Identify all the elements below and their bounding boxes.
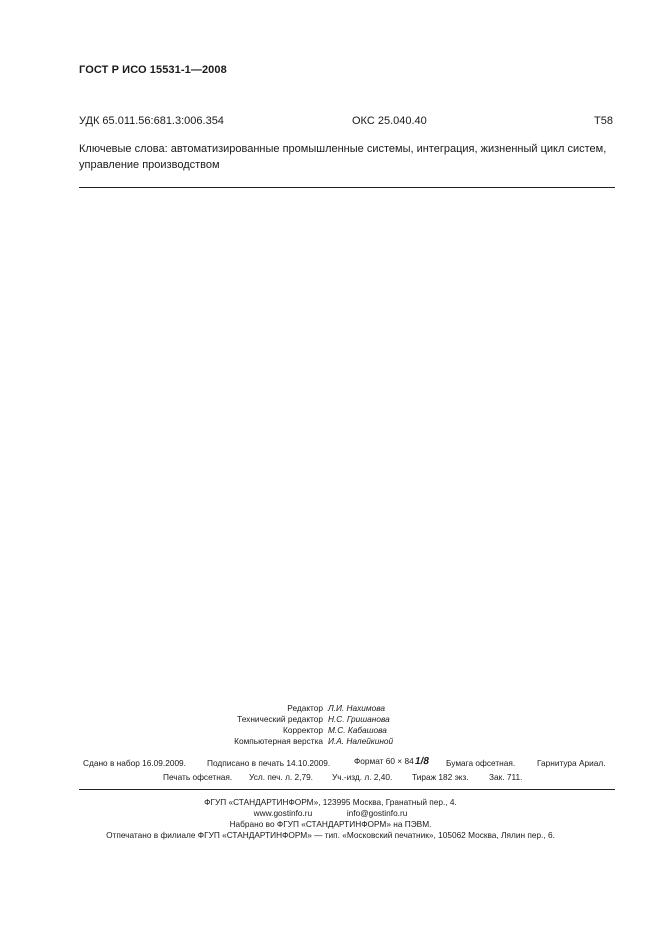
divider-bottom — [79, 789, 615, 790]
imprint-run: Тираж 182 экз. — [412, 772, 469, 782]
format-label: Формат 60 × 84 — [354, 756, 414, 766]
imprint-format — [354, 756, 430, 767]
keywords: Ключевые слова: автоматизированные промышленные системы, интеграция, жизненный цикл систем, управление производством — [79, 143, 607, 171]
printed-note: Отпечатано в филиале ФГУП «СТАНДАРТИНФОРМ» — тип. «Московский печатник», 105062 Москва, Лялин пер., 6. — [106, 830, 555, 840]
publisher-address: ФГУП «СТАНДАРТИНФОРМ», 123995 Москва, Гранатный пер., 4. — [204, 797, 457, 807]
udk-code: УДК 65.011.56:681.3:006.354 — [79, 115, 224, 127]
credit-label: Технический редактор — [237, 714, 323, 724]
oks-code: ОКС 25.040.40 — [352, 115, 427, 127]
imprint-order: Зак. 711. — [489, 772, 523, 782]
standard-designation: ГОСТ Р ИСО 15531-1—2008 — [79, 64, 227, 76]
credit-name: М.С. Кабашова — [328, 725, 387, 735]
divider-top — [79, 187, 615, 188]
credit-label: Компьютерная верстка — [234, 736, 323, 746]
publisher-contacts — [0, 808, 661, 818]
format-fraction: 1/8 — [413, 756, 430, 767]
credit-label: Корректор — [283, 725, 323, 735]
imprint-sheets: Усл. печ. л. 2,79. — [249, 772, 313, 782]
credit-name: Н.С. Гришанова — [328, 714, 390, 724]
typeset-note: Набрано во ФГУП «СТАНДАРТИНФОРМ» на ПЭВМ. — [229, 819, 432, 829]
imprint-sent: Сдано в набор 16.09.2009. — [83, 758, 186, 768]
imprint-print: Печать офсетная. — [163, 772, 233, 782]
imprint-pub-sheets: Уч.-изд. л. 2,40. — [332, 772, 393, 782]
group-code: Т58 — [594, 115, 613, 127]
publisher-email: info@gostinfo.ru — [346, 808, 408, 818]
credit-label: Редактор — [287, 703, 323, 713]
publisher-website: www.gostinfo.ru — [253, 808, 313, 818]
imprint-font: Гарнитура Ариал. — [537, 758, 606, 768]
credit-name: И.А. Налейкиной — [328, 736, 394, 746]
credit-name: Л.И. Нахимова — [328, 703, 385, 713]
imprint-paper: Бумага офсетная. — [446, 758, 516, 768]
imprint-signed: Подписано в печать 14.10.2009. — [207, 758, 331, 768]
